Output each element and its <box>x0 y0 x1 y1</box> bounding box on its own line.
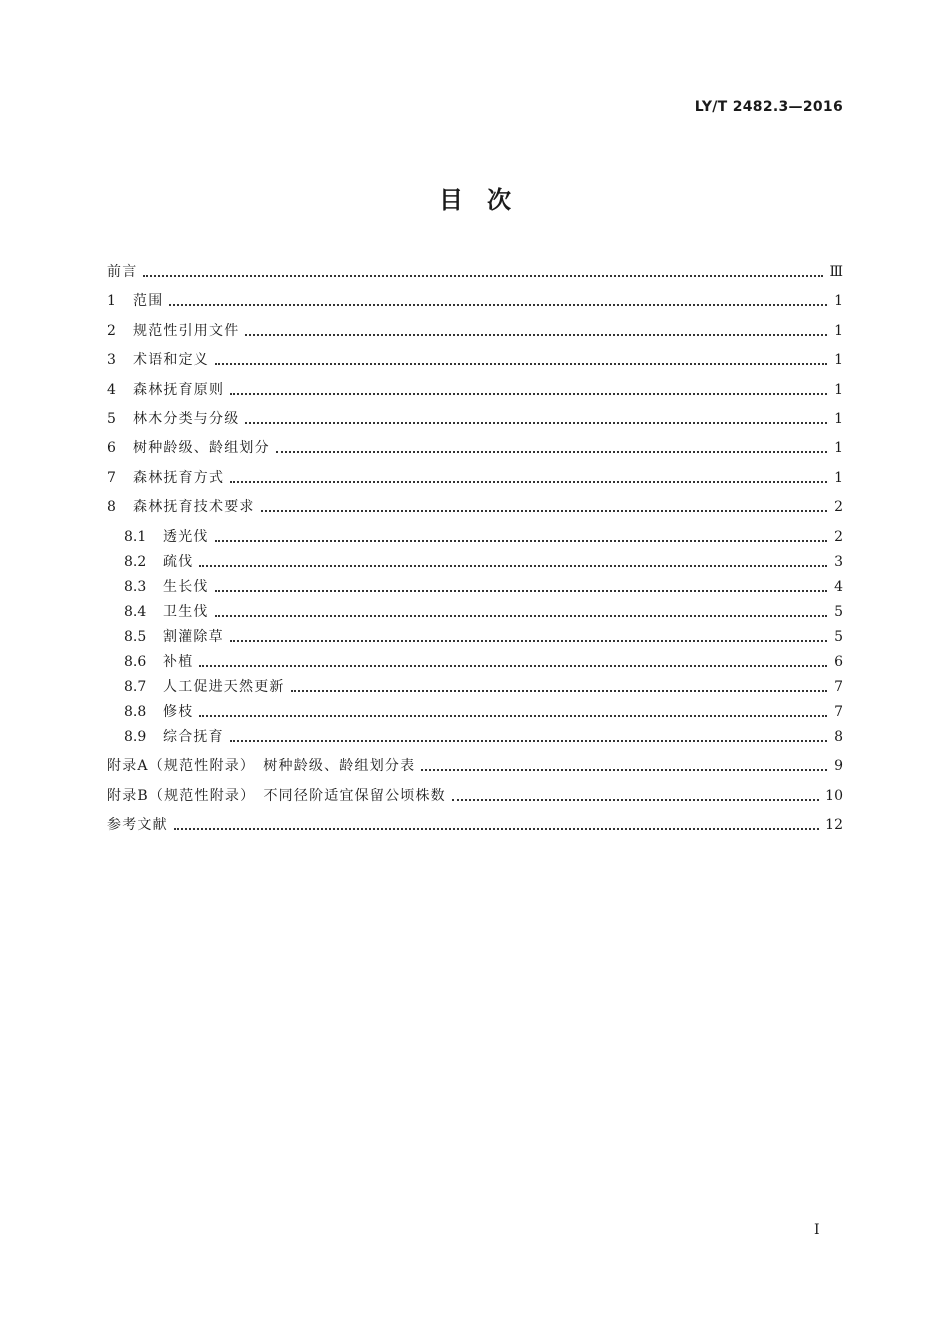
toc-entry-label: 附录B（规范性附录） 不同径阶适宜保留公顷株数 <box>107 788 446 804</box>
toc-entry-number: 6 <box>107 440 116 456</box>
toc-entry-label: 综合抚育 <box>163 729 224 745</box>
toc-entry-page: 1 <box>834 470 843 486</box>
toc-dot-leader <box>452 799 819 801</box>
toc-entry-number: 2 <box>107 323 116 339</box>
toc-entry-page: 7 <box>834 704 843 720</box>
standard-code: LY/T 2482.3—2016 <box>694 99 843 115</box>
toc-entry-number: 5 <box>107 411 116 427</box>
toc-entry-number: 8.1 <box>124 529 147 545</box>
toc-dot-leader <box>169 304 827 306</box>
toc-entry-label: 规范性引用文件 <box>133 323 240 339</box>
toc-entry-page: 7 <box>834 679 843 695</box>
toc-entry-number: 8.2 <box>124 554 147 570</box>
toc-entry-number: 8.6 <box>124 654 147 670</box>
toc-entry[interactable] <box>107 287 843 311</box>
toc-entry-label: 范围 <box>133 293 164 309</box>
toc-entry-number: 8.4 <box>124 604 147 620</box>
toc-entry[interactable] <box>107 317 843 341</box>
toc-entry-label: 透光伐 <box>163 529 209 545</box>
toc-entry-page: 1 <box>834 352 843 368</box>
toc-entry-page: Ⅲ <box>829 264 843 280</box>
toc-dot-leader <box>230 481 827 483</box>
toc-entry-label: 林木分类与分级 <box>133 411 240 427</box>
toc-dot-leader <box>174 828 819 830</box>
toc-dot-leader <box>199 665 827 667</box>
toc-dot-leader <box>215 615 827 617</box>
toc-dot-leader <box>215 363 827 365</box>
toc-entry[interactable] <box>124 598 843 622</box>
toc-entry[interactable] <box>124 723 843 747</box>
toc-entry-label: 割灌除草 <box>163 629 224 645</box>
toc-entry-number: 7 <box>107 470 116 486</box>
toc-entry-page: 1 <box>834 411 843 427</box>
toc-entry-number: 8 <box>107 499 116 515</box>
toc-entry-label: 参考文献 <box>107 817 168 833</box>
toc-entry-label: 疏伐 <box>163 554 194 570</box>
toc-entry[interactable] <box>107 493 843 517</box>
toc-entry-page: 4 <box>834 579 843 595</box>
toc-entry[interactable] <box>124 548 843 572</box>
toc-entry[interactable] <box>124 648 843 672</box>
toc-dot-leader <box>421 769 827 771</box>
toc-dot-leader <box>276 451 827 453</box>
toc-entry[interactable] <box>124 523 843 547</box>
toc-entry-label: 树种龄级、龄组划分 <box>133 440 270 456</box>
toc-entry[interactable] <box>107 464 843 488</box>
toc-entry-label: 修枝 <box>163 704 194 720</box>
toc-dot-leader <box>230 640 827 642</box>
toc-dot-leader <box>199 715 827 717</box>
toc-entry-number: 8.7 <box>124 679 147 695</box>
toc-entry-number: 8.9 <box>124 729 147 745</box>
toc-entry-page: 1 <box>834 440 843 456</box>
toc-entry-number: 1 <box>107 293 116 309</box>
toc-entry[interactable] <box>124 623 843 647</box>
toc-entry[interactable] <box>124 698 843 722</box>
toc-entry-label: 森林抚育方式 <box>133 470 225 486</box>
toc-entry[interactable] <box>107 258 843 282</box>
toc-dot-leader <box>291 690 827 692</box>
toc-entry-page: 2 <box>834 529 843 545</box>
toc-dot-leader <box>215 540 827 542</box>
toc-entry-page: 1 <box>834 293 843 309</box>
toc-entry-label: 人工促进天然更新 <box>163 679 285 695</box>
toc-entry-page: 9 <box>834 758 843 774</box>
toc-entry-page: 6 <box>834 654 843 670</box>
toc-entry-page: 12 <box>825 817 843 833</box>
toc-entry-page: 1 <box>834 323 843 339</box>
toc-entry-page: 10 <box>825 788 843 804</box>
toc-entry-label: 附录A（规范性附录） 树种龄级、龄组划分表 <box>107 758 416 774</box>
toc-entry-label: 森林抚育原则 <box>133 382 225 398</box>
toc-entry-label: 补植 <box>163 654 194 670</box>
page-title: 目 次 <box>439 186 511 214</box>
toc-entry[interactable] <box>124 573 843 597</box>
toc-dot-leader <box>245 422 827 424</box>
page-folio: I <box>814 1222 820 1238</box>
toc-dot-leader <box>230 393 827 395</box>
toc-entry-page: 3 <box>834 554 843 570</box>
toc-entry-label: 森林抚育技术要求 <box>133 499 255 515</box>
toc-entry-number: 4 <box>107 382 116 398</box>
toc-entry-page: 8 <box>834 729 843 745</box>
toc-entry[interactable] <box>107 782 843 806</box>
toc-entry-page: 5 <box>834 604 843 620</box>
toc-entry-number: 8.5 <box>124 629 147 645</box>
toc-dot-leader <box>245 334 827 336</box>
toc-entry[interactable] <box>107 811 843 835</box>
toc-dot-leader <box>230 740 827 742</box>
toc-entry-label: 卫生伐 <box>163 604 209 620</box>
toc-entry[interactable] <box>107 752 843 776</box>
toc-dot-leader <box>215 590 827 592</box>
toc-entry[interactable] <box>107 405 843 429</box>
toc-dot-leader <box>261 510 827 512</box>
toc-dot-leader <box>143 275 823 277</box>
toc-entry-number: 8.8 <box>124 704 147 720</box>
toc-entry-label: 术语和定义 <box>133 352 209 368</box>
toc-entry[interactable] <box>107 376 843 400</box>
toc-entry-page: 2 <box>834 499 843 515</box>
toc-entry-number: 3 <box>107 352 116 368</box>
toc-entry[interactable] <box>107 434 843 458</box>
toc-dot-leader <box>199 565 827 567</box>
toc-entry[interactable] <box>124 673 843 697</box>
toc-entry-page: 5 <box>834 629 843 645</box>
toc-entry-label: 前言 <box>107 264 138 280</box>
toc-entry-label: 生长伐 <box>163 579 209 595</box>
toc-entry-page: 1 <box>834 382 843 398</box>
toc-entry-number: 8.3 <box>124 579 147 595</box>
toc-entry[interactable] <box>107 346 843 370</box>
